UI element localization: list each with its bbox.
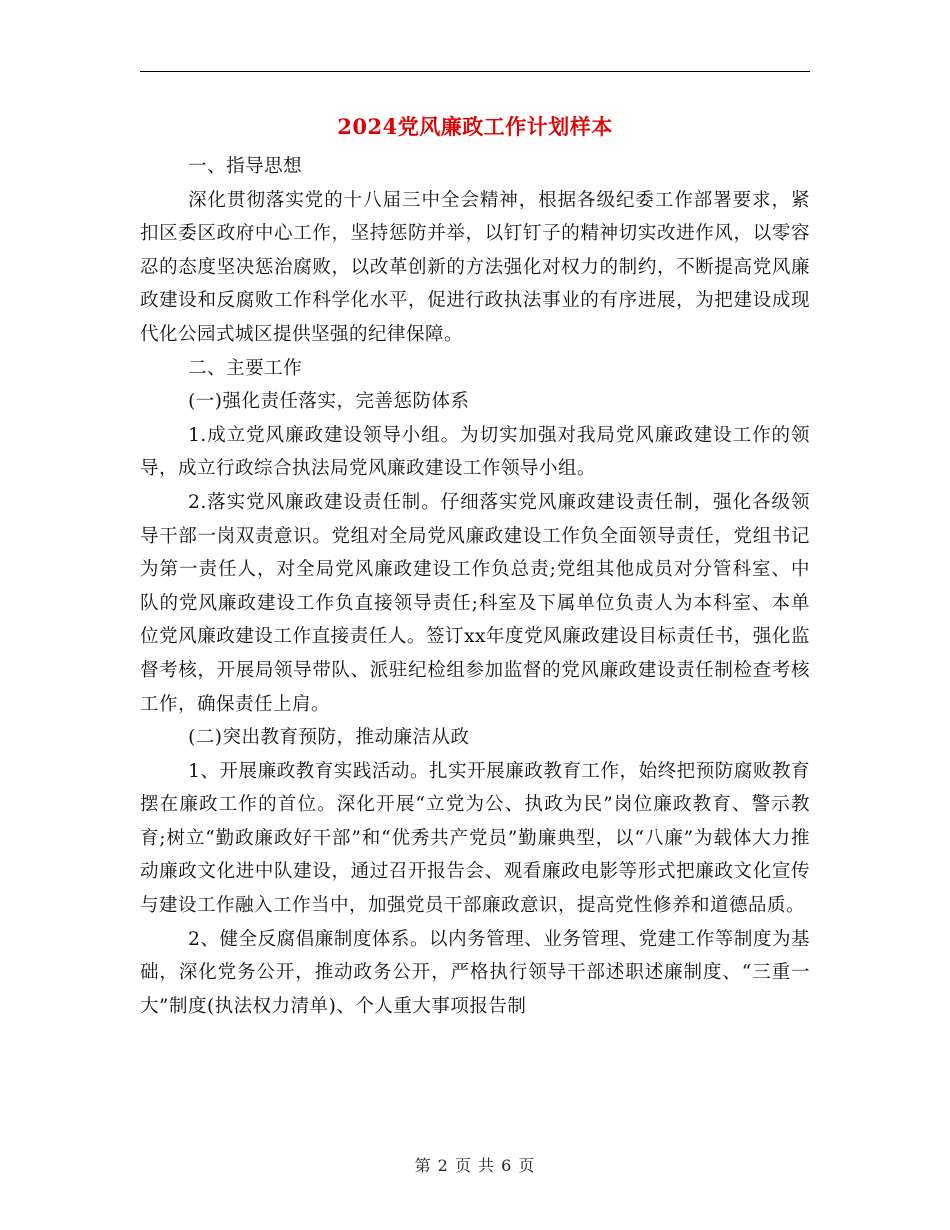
page-number: 第 2 页 共 6 页 <box>414 1156 536 1175</box>
paragraph-leadership-group: 1.成立党风廉政建设领导小组。为切实加强对我局党风廉政建设工作的领导，成立行政综合执法局党风廉政建设工作领导小组。 <box>140 424 810 480</box>
document-body <box>140 150 810 1023</box>
heading-guiding-thought: 一、指导思想 <box>188 156 303 177</box>
paragraph-education-activities: 1、开展廉政教育实践活动。扎实开展廉政教育工作，始终把预防腐败教育摆在廉政工作的首位。深化开展“立党为公、执政为民”岗位廉政教育、警示教育;树立“勤政廉政好干部”和“优秀共产党员”勤廉典型，以“八廉”为载体大力推动廉政文化进中队建设，通过召开报告会、观看廉政电影等形式把廉政文化宣传与建设工作融入工作当中，加强党员干部廉政意识，提高党性修养和道德品质。 <box>140 760 810 917</box>
paragraph-guiding-thought: 深化贯彻落实党的十八届三中全会精神，根据各级纪委工作部署要求，紧扣区委区政府中心工作，坚持惩防并举，以钉钉子的精神切实改进作风，以零容忍的态度坚决惩治腐败，以改革创新的方法强化对权力的制约，不断提高党风廉政建设和反腐败工作科学化水平，促进行政执法事业的有序进展，为把建设成现代化公园式城区提供坚强的纪律保障。 <box>140 189 810 345</box>
heading-main-work: 二、主要工作 <box>188 357 303 379</box>
subheading-education: (二)突出教育预防，推动廉洁从政 <box>188 727 470 749</box>
document-title: 2024党风廉政工作计划样本 <box>337 114 613 139</box>
paragraph-system-building: 2、健全反腐倡廉制度体系。以内务管理、业务管理、党建工作等制度为基础，深化党务公开，推动政务公开，严格执行领导干部述职述廉制度、“三重一大”制度(执法权力清单)、个人重大事项报告制 <box>140 928 810 1017</box>
header-rule <box>140 71 810 72</box>
subheading-responsibility: (一)强化责任落实，完善惩防体系 <box>188 391 470 413</box>
paragraph-responsibility-system: 2.落实党风廉政建设责任制。仔细落实党风廉政建设责任制，强化各级领导干部一岗双责意识。党组对全局党风廉政建设工作负全面领导责任，党组书记为第一责任人，对全局党风廉政建设工作负总责;党组其他成员对分管科室、中队的党风廉政建设工作负直接领导责任;科室及下属单位负责人为本科室、本单位党风廉政建设工作直接责任人。签订xx年度党风廉政建设目标责任书，强化监督考核，开展局领导带队、派驻纪检组参加监督的党风廉政建设责任制检查考核工作，确保责任上肩。 <box>140 491 810 715</box>
